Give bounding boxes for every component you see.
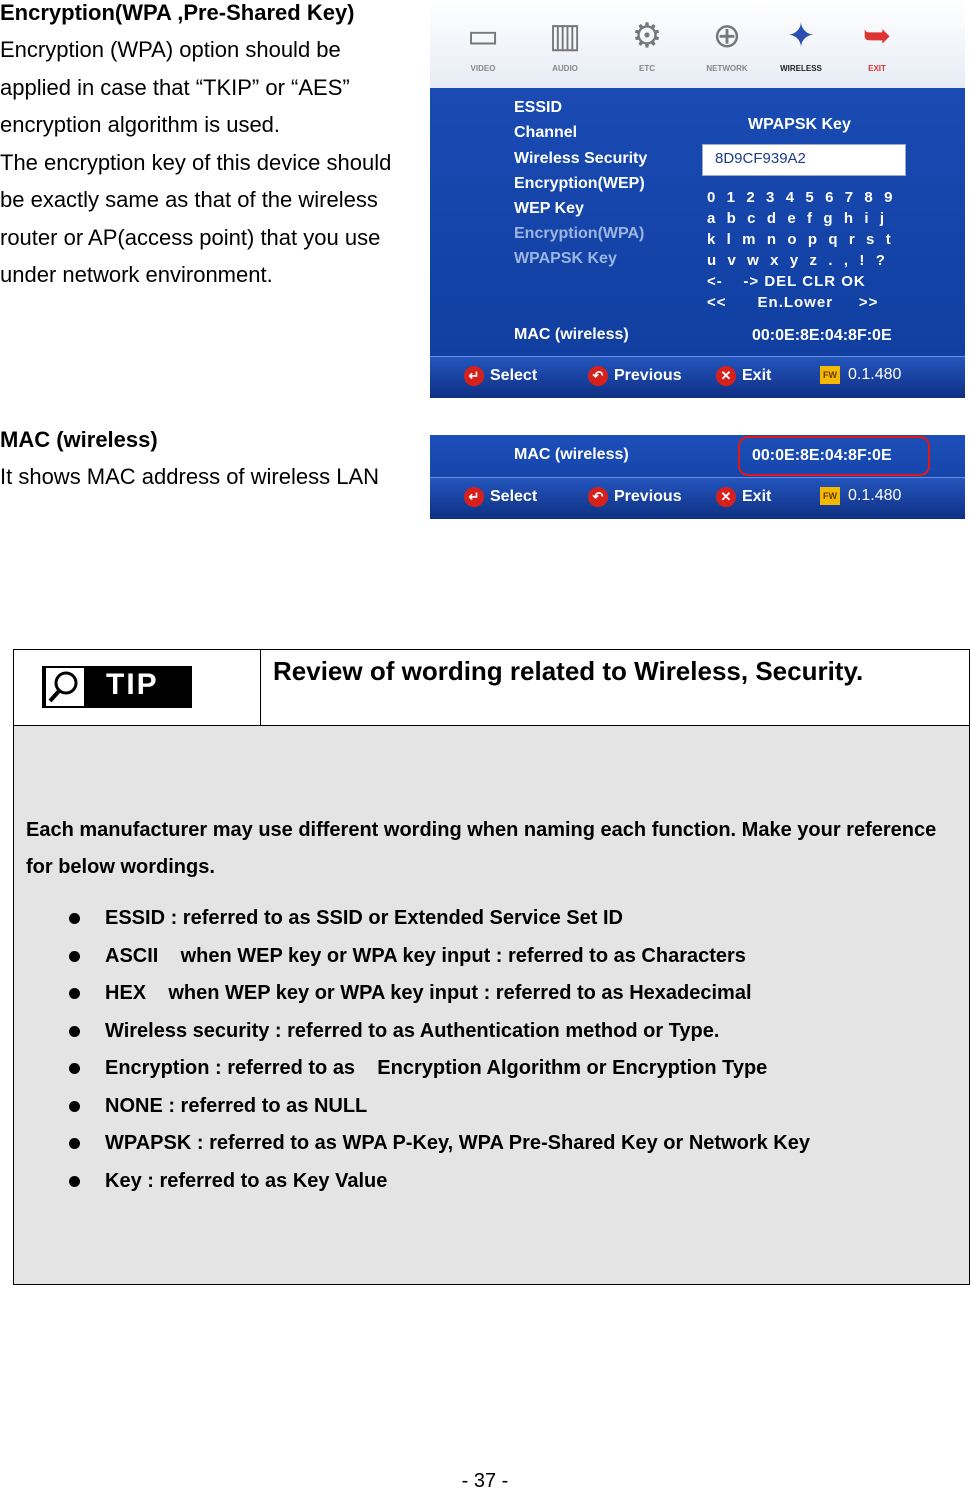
tip-badge-cell xyxy=(14,650,261,726)
firmware-version: FW 0.1.480 xyxy=(820,366,901,384)
wpa-paragraph-2: The encryption key of this device should be exactly same as that of the wireless router or AP(access point) that you use under network environment. xyxy=(0,149,392,287)
list-item: NONE : referred to as NULL xyxy=(69,1088,810,1126)
setting-essid: ESSID xyxy=(514,99,563,116)
tip-badge xyxy=(42,666,192,708)
list-item: Wireless security : referred to as Authentication method or Type. xyxy=(69,1013,810,1051)
globe-icon: ⊕ xyxy=(712,17,742,55)
tip-box xyxy=(13,649,970,1285)
select-hint: ↵ Select xyxy=(464,487,537,507)
mac-address-screenshot xyxy=(430,435,965,519)
bullet-icon xyxy=(69,913,80,924)
gear-icon: ⚙ xyxy=(631,17,663,55)
bullet-icon xyxy=(69,951,80,962)
enter-icon: ↵ xyxy=(464,366,484,386)
keyboard-row-controls: <- -> DEL CLR OK xyxy=(707,273,866,290)
cross-icon: ✕ xyxy=(716,366,736,386)
previous-hint: ↶ Previous xyxy=(588,487,682,507)
fw-icon: FW xyxy=(820,487,840,505)
select-hint: ↵ Select xyxy=(464,366,537,386)
keyboard-row-u-z: u v w x y z . , ! ? xyxy=(707,252,886,269)
wireless-settings-screenshot xyxy=(430,0,965,398)
bottom-bar xyxy=(430,477,965,519)
menu-item-network: ⊕ NETWORK xyxy=(692,14,762,73)
list-item: Key : referred to as Key Value xyxy=(69,1163,810,1201)
menu-item-wireless: ✦ WIRELESS xyxy=(766,14,836,73)
tv-icon: ▭ xyxy=(466,17,500,55)
mac-label: MAC (wireless) xyxy=(514,446,629,463)
mac-paragraph: It shows MAC address of wireless LAN xyxy=(0,464,380,489)
menu-item-video: ▭ VIDEO xyxy=(448,14,518,73)
back-arrow-icon: ↶ xyxy=(588,487,608,507)
list-item: ESSID : referred to as SSID or Extended Service Set ID xyxy=(69,900,810,938)
mac-section xyxy=(0,426,415,496)
magnifier-icon xyxy=(46,668,84,706)
tip-body xyxy=(14,726,969,1284)
bullet-icon xyxy=(69,1063,80,1074)
mac-heading: MAC (wireless) xyxy=(0,427,158,452)
exit-hint: ✕ Exit xyxy=(716,487,771,507)
satellite-icon: ✦ xyxy=(786,17,816,55)
setting-wireless-security: Wireless Security xyxy=(514,150,648,167)
mac-value: 00:0E:8E:04:8F:0E xyxy=(752,447,892,464)
menu-item-etc: ⚙ ETC xyxy=(612,14,682,73)
mac-value: 00:0E:8E:04:8F:0E xyxy=(752,327,892,344)
keyboard-row-a-j: a b c d e f g h i j xyxy=(707,210,886,227)
back-arrow-icon: ↶ xyxy=(588,366,608,386)
bottom-bar xyxy=(430,356,965,398)
setting-wep-key: WEP Key xyxy=(514,200,584,217)
setting-encryption-wep: Encryption(WEP) xyxy=(514,175,645,192)
setting-wpapsk-key: WPAPSK Key xyxy=(514,250,617,267)
list-item: HEX when WEP key or WPA key input : referred to as Hexadecimal xyxy=(69,975,810,1013)
exit-folder-icon: ➥ xyxy=(862,17,892,55)
setting-encryption-wpa: Encryption(WPA) xyxy=(514,225,645,242)
wpa-heading: Encryption(WPA ,Pre-Shared Key) xyxy=(0,0,355,25)
key-value: 8D9CF939A2 xyxy=(715,150,806,167)
menu-item-exit: ➥ EXIT xyxy=(842,14,912,73)
list-item: Encryption : referred to as Encryption Algorithm or Encryption Type xyxy=(69,1050,810,1088)
enter-icon: ↵ xyxy=(464,487,484,507)
wpa-paragraph-1: Encryption (WPA) option should be applied in case that “TKIP” or “AES” encryption algorithm is used. xyxy=(0,37,350,137)
mac-label: MAC (wireless) xyxy=(514,326,629,343)
bullet-icon xyxy=(69,1138,80,1149)
previous-hint: ↶ Previous xyxy=(588,366,682,386)
bullet-icon xyxy=(69,1026,80,1037)
speaker-icon: ▥ xyxy=(548,17,582,55)
tip-label: TIP xyxy=(106,668,159,701)
key-label: WPAPSK Key xyxy=(748,116,851,133)
fw-icon: FW xyxy=(820,366,840,384)
exit-hint: ✕ Exit xyxy=(716,366,771,386)
bullet-icon xyxy=(69,1176,80,1187)
tip-title: Review of wording related to Wireless, Security. xyxy=(273,656,864,686)
tip-title-cell xyxy=(261,650,969,726)
keyboard-row-case: << En.Lower >> xyxy=(707,294,879,311)
key-input-box xyxy=(702,144,906,176)
tip-intro: Each manufacturer may use different wording when naming each function. Make your reference for below wordings. xyxy=(26,819,937,878)
keyboard-row-digits: 0 1 2 3 4 5 6 7 8 9 xyxy=(707,189,894,206)
bullet-icon xyxy=(69,1101,80,1112)
cross-icon: ✕ xyxy=(716,487,736,507)
list-item: WPAPSK : referred to as WPA P-Key, WPA Pre-Shared Key or Network Key xyxy=(69,1125,810,1163)
setting-channel: Channel xyxy=(514,124,578,141)
keyboard-row-k-t: k l m n o p q r s t xyxy=(707,231,892,248)
bullet-icon xyxy=(69,988,80,999)
wpa-section xyxy=(0,0,415,294)
menu-item-audio: ▥ AUDIO xyxy=(530,14,600,73)
list-item: ASCII when WEP key or WPA key input : referred to as Characters xyxy=(69,938,810,976)
tip-list xyxy=(69,900,810,1200)
menu-icon-bar xyxy=(430,0,965,88)
page-number: - 37 - xyxy=(461,1470,509,1492)
firmware-version: FW 0.1.480 xyxy=(820,487,901,505)
